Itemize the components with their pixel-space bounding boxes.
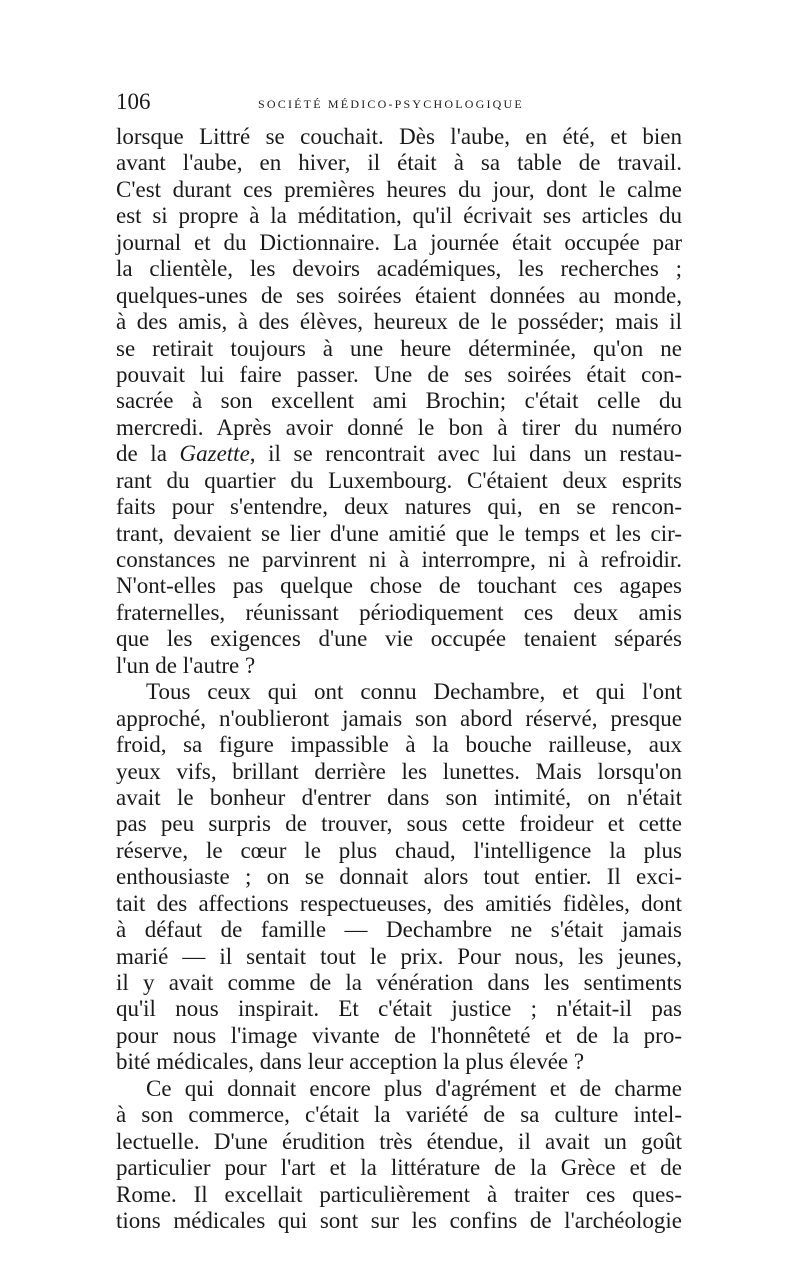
text-line: journal et du Dictionnaire. La journée était occupée par [116,229,682,255]
text-line: fraternelles, réunissant périodiquement ces deux amis [116,599,682,625]
text-line: Ce qui donnait encore plus d'agrément et de charme [146,1075,682,1101]
text-line: pouvait lui faire passer. Une de ses soirées était con- [116,361,682,387]
text-line: à des amis, à des élèves, heureux de le posséder; mais il [116,309,682,335]
text-line: pas peu surpris de trouver, sous cette froideur et cette [116,811,682,837]
text-line: il y avait comme de la vénération dans les sentiments [116,970,682,995]
page-number: 106 [116,89,151,114]
text-line: quelques-unes de ses soirées étaient données au monde, [116,282,682,308]
text-line: la clientèle, les devoirs académiques, les recherches ; [116,256,682,282]
text-line: approché, n'oublieront jamais son abord réservé, presque [116,705,682,731]
text-line: rant du quartier du Luxembourg. C'étaient deux esprits [116,467,682,493]
text-line: à défaut de famille — Dechambre ne s'était jamais [116,917,682,943]
text-line: bité médicales, dans leur acception la plus élevée ? [116,1049,585,1075]
text-line: à son commerce, c'était la variété de sa culture intel- [116,1102,682,1128]
text-line: particulier pour l'art et la littérature de la Grèce et de [116,1155,682,1181]
text-line: est si propre à la méditation, qu'il écrivait ses articles du [116,203,682,229]
text-line: lectuelle. D'une érudition très étendue, il avait un goût [116,1128,682,1154]
text-line: lorsque Littré se couchait. Dès l'aube, en été, et bien [116,124,682,149]
running-header [116,88,682,124]
text-line: enthousiaste ; on se donnait alors tout entier. Il exci- [116,864,682,890]
text-line: tions médicales qui sont sur les confins de l'archéologie [116,1207,682,1233]
text-line: qu'il nous inspirait. Et c'était justice ; n'était-il pas [116,996,682,1022]
text-line: avant l'aube, en hiver, il était à sa table de travail. [116,150,682,176]
text-line: pour nous l'image vivante de l'honnêteté et de la pro- [116,1022,682,1048]
text-line: tait des affections respectueuses, des amitiés fidèles, dont [116,890,682,916]
text-line: N'ont-elles pas quelque chose de touchant ces agapes [116,573,682,599]
journal-title: Gazette [179,441,250,467]
text-line: froid, sa figure impassible à la bouche railleuse, aux [116,732,682,758]
text-line: C'est durant ces premières heures du jour, dont le calme [116,176,682,202]
text-line: se retirait toujours à une heure déterminée, qu'on ne [116,335,682,361]
text-line: marié — il sentait tout le prix. Pour nous, les jeunes, [116,943,682,969]
text-line: Tous ceux qui ont connu Dechambre, et qui l'ont [146,679,682,705]
text-line: mercredi. Après avoir donné le bon à tirer du numéro [116,414,682,440]
text-line: constances ne parvinrent ni à interrompre, ni à refroidir. [116,547,682,572]
text-line: sacrée à son excellent ami Brochin; c'était celle du [116,388,682,414]
text-line: de la Gazette, il se rencontrait avec lui dans un restau- [116,441,683,467]
running-title: SOCIÉTÉ MÉDICO-PSYCHOLOGIQUE [258,97,524,111]
text-line: que les exigences d'une vie occupée tenaient séparés [116,626,682,652]
text-line: yeux vifs, brillant derrière les lunettes. Mais lorsqu'on [116,758,682,784]
text-line: réserve, le cœur le plus chaud, l'intelligence la plus [116,837,682,863]
body-text [116,124,682,1234]
text-line: trant, devaient se lier d'une amitié que le temps et les cir- [116,520,682,546]
text-line: faits pour s'entendre, deux natures qui, en se rencon- [116,494,682,520]
text-line: avait le bonheur d'entrer dans son intimité, on n'était [116,784,682,810]
text-line: l'un de l'autre ? [116,652,256,678]
document-page [116,88,682,1234]
text-line: Rome. Il excellait particulièrement à traiter ces ques- [116,1181,682,1207]
